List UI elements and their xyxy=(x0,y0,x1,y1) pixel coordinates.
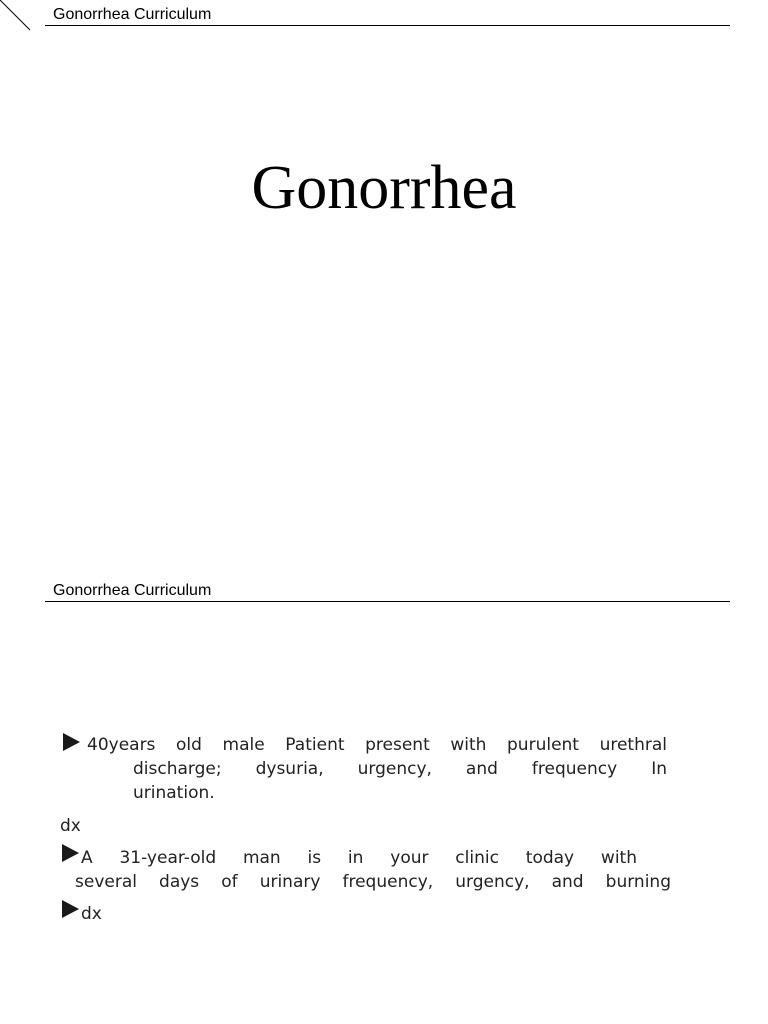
bullet-1-line-2: discharge; dysuria, urgency, and frequency In xyxy=(133,759,667,779)
plain-dx-label: dx xyxy=(60,816,81,836)
triangle-bullet-icon xyxy=(62,900,79,918)
triangle-bullet-icon xyxy=(62,844,79,862)
slide-title: Gonorrhea xyxy=(251,154,517,222)
bullet-2-line-2: several days of urinary frequency, urgency, and burning xyxy=(75,872,671,892)
bullet-1-line-1: 40years old male Patient present with purulent urethral xyxy=(87,735,667,755)
running-header-bottom: Gonorrhea Curriculum xyxy=(45,582,730,602)
corner-slash-mark xyxy=(0,0,34,34)
bullet-2-line-1: A 31-year-old man is in your clinic today with xyxy=(81,848,637,868)
bullet-3-dx: dx xyxy=(81,904,102,924)
bullet-1-line-3: urination. xyxy=(133,783,215,803)
running-header-top: Gonorrhea Curriculum xyxy=(45,6,730,26)
triangle-bullet-icon xyxy=(63,733,80,751)
